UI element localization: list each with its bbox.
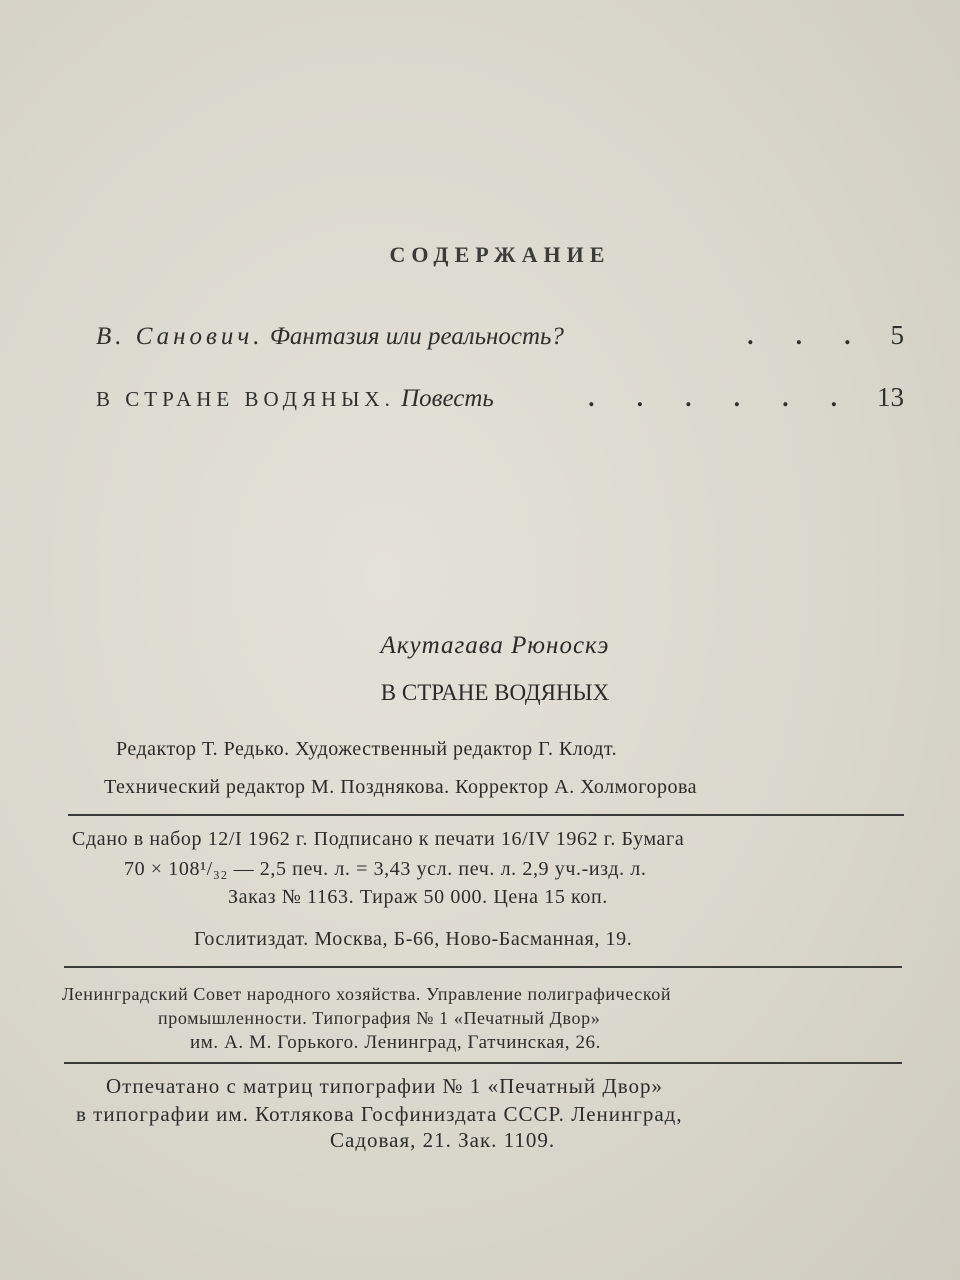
toc-entry-author: В. Санович. bbox=[96, 323, 264, 350]
printing-house-line: промышленности. Типография № 1 «Печатный Двор» bbox=[158, 1008, 601, 1028]
toc-entry-story bbox=[96, 382, 904, 422]
contents-heading: СОДЕРЖАНИЕ bbox=[389, 242, 611, 267]
toc-dot-leader: . . . bbox=[747, 323, 869, 350]
credits-editors: Редактор Т. Редько. Художественный редактор Г. Клодт. bbox=[116, 738, 618, 760]
printed-by-line: Отпечатано с матриц типографии № 1 «Печатный Двор» bbox=[106, 1074, 663, 1098]
printed-by-line: в типографии им. Котлякова Госфиниздата СССР. Ленинград, bbox=[76, 1102, 683, 1126]
printing-house-line: им. А. М. Горького. Ленинград, Гатчинская, 26. bbox=[190, 1032, 602, 1053]
toc-dot-leader: . . . . . . bbox=[588, 385, 855, 412]
print-details-line: Заказ № 1163. Тираж 50 000. Цена 15 коп. bbox=[228, 886, 608, 908]
divider-rule bbox=[68, 814, 904, 816]
divider-rule bbox=[64, 966, 902, 968]
printing-house-line: Ленинградский Совет народного хозяйства. Управление полиграфической bbox=[62, 984, 672, 1004]
publisher-address: Гослитиздат. Москва, Б-66, Ново-Басманная, 19. bbox=[194, 928, 633, 950]
toc-entry-author: В СТРАНЕ ВОДЯНЫХ. bbox=[96, 387, 395, 411]
toc-entry-foreword bbox=[96, 320, 904, 360]
print-details-line: Сдано в набор 12/I 1962 г. Подписано к печати 16/IV 1962 г. Бумага bbox=[72, 828, 685, 850]
toc-entry-title: Повесть bbox=[401, 385, 494, 412]
toc-entry-title: Фантазия или реальность? bbox=[269, 323, 564, 350]
book-title: В СТРАНЕ ВОДЯНЫХ bbox=[380, 680, 610, 705]
toc-page-number: 13 bbox=[877, 382, 904, 412]
print-details-line: 70 × 108¹/₃₂ — 2,5 печ. л. = 3,43 усл. печ. л. 2,9 уч.-изд. л. bbox=[124, 858, 647, 880]
book-author: Акутагава Рюноскэ bbox=[380, 632, 610, 659]
toc-entry-text bbox=[96, 385, 494, 413]
divider-rule bbox=[64, 1062, 902, 1064]
toc-entry-text bbox=[96, 323, 564, 351]
credits-technical: Технический редактор М. Позднякова. Корректор А. Холмогорова bbox=[104, 776, 698, 798]
toc-page-number: 5 bbox=[890, 320, 904, 350]
printed-by-line: Садовая, 21. Зак. 1109. bbox=[330, 1128, 556, 1152]
